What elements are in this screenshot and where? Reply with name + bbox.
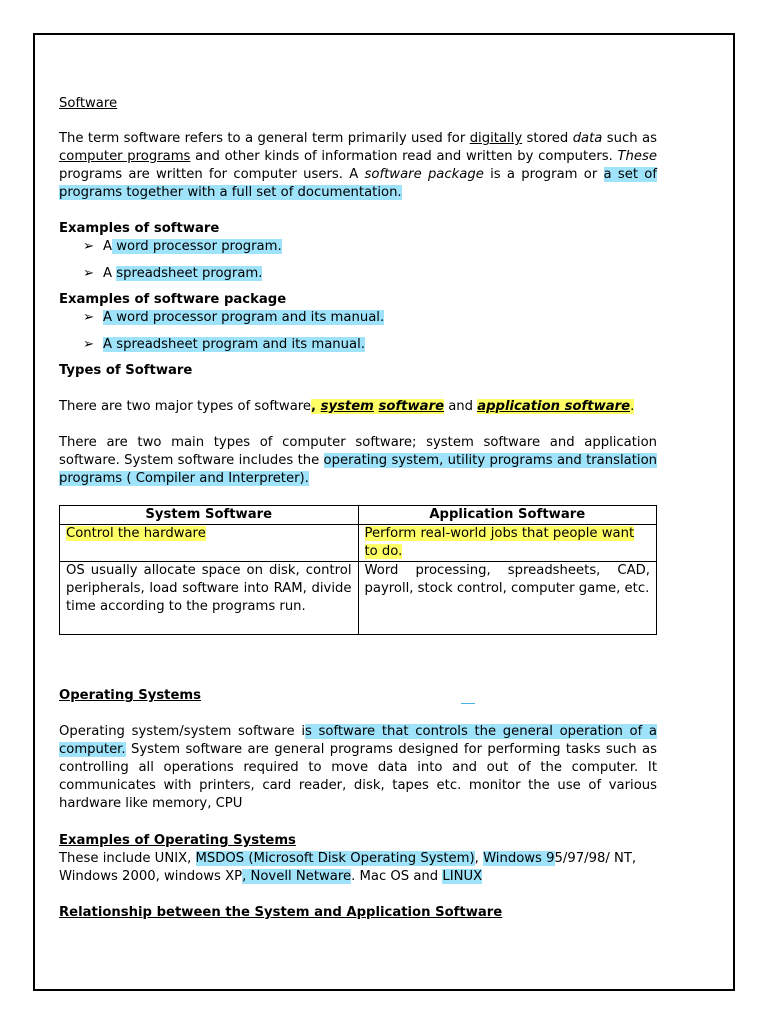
heading-examples-of-software: Examples of software xyxy=(59,221,220,236)
types-paragraph-2: There are two main types of computer software; system software and application software. System software includes the operating system, utility programs and translation programs ( Compiler and Interpreter). xyxy=(59,435,657,486)
arrow-bullet-icon: ➢ xyxy=(83,337,95,352)
table-cell: Perform real-world jobs that people want to do. xyxy=(358,525,657,562)
types-paragraph-1: There are two major types of software, system software and application software. xyxy=(59,399,635,414)
os-paragraph: Operating system/system software is software that controls the general operation of a computer. System software are general programs designed for performing tasks such as controlling all operations required to move data into and out of the computer. It communicates with printers, card reader, disk, tapes etc. monitor the use of various hardware like memory, CPU xyxy=(59,724,657,811)
heading-relationship: Relationship between the System and Application Software xyxy=(59,905,503,920)
heading-examples-of-operating-systems: Examples of Operating Systems xyxy=(59,833,296,848)
heading-software: Software xyxy=(59,96,118,111)
document-page xyxy=(33,33,735,991)
arrow-bullet-icon: ➢ xyxy=(83,310,95,325)
examples-package-list xyxy=(59,309,657,354)
software-definition-paragraph: The term software refers to a general term primarily used for digitally stored data such as computer programs and other kinds of information read and written by computers. These programs are written for computer users. A software package is a program or a set of programs together with a full set of documentation. xyxy=(59,131,657,200)
examples-software-list xyxy=(59,238,657,283)
table-row xyxy=(60,562,657,635)
list-item: ➢ A spreadsheet program and its manual. xyxy=(83,337,365,352)
table-cell: Control the hardware xyxy=(60,525,359,562)
table-header-row xyxy=(60,506,657,525)
table-cell: OS usually allocate space on disk, control peripherals, load software into RAM, divide time according to the programs run. xyxy=(60,562,359,635)
list-item: ➢ A word processor program and its manual. xyxy=(83,310,385,325)
list-item: ➢ A word processor program. xyxy=(83,239,282,254)
list-item: ➢ A spreadsheet program. xyxy=(83,266,263,281)
blue-dash-mark xyxy=(461,703,475,704)
arrow-bullet-icon: ➢ xyxy=(83,266,95,281)
document-content xyxy=(59,93,657,922)
arrow-bullet-icon: ➢ xyxy=(83,239,95,254)
heading-examples-of-software-package: Examples of software package xyxy=(59,292,287,307)
heading-types-of-software: Types of Software xyxy=(59,363,193,378)
heading-operating-systems: Operating Systems xyxy=(59,688,202,703)
column-header-system-software: System Software xyxy=(60,506,359,525)
column-header-application-software: Application Software xyxy=(358,506,657,525)
table-cell: Word processing, spreadsheets, CAD, payroll, stock control, computer game, etc. xyxy=(358,562,657,635)
software-comparison-table xyxy=(59,505,657,635)
os-examples-paragraph: These include UNIX, MSDOS (Microsoft Disk Operating System), Windows 95/97/98/ NT, Windows 2000, windows XP, Novell Netware. Mac OS and LINUX xyxy=(59,851,637,884)
table-row xyxy=(60,525,657,562)
